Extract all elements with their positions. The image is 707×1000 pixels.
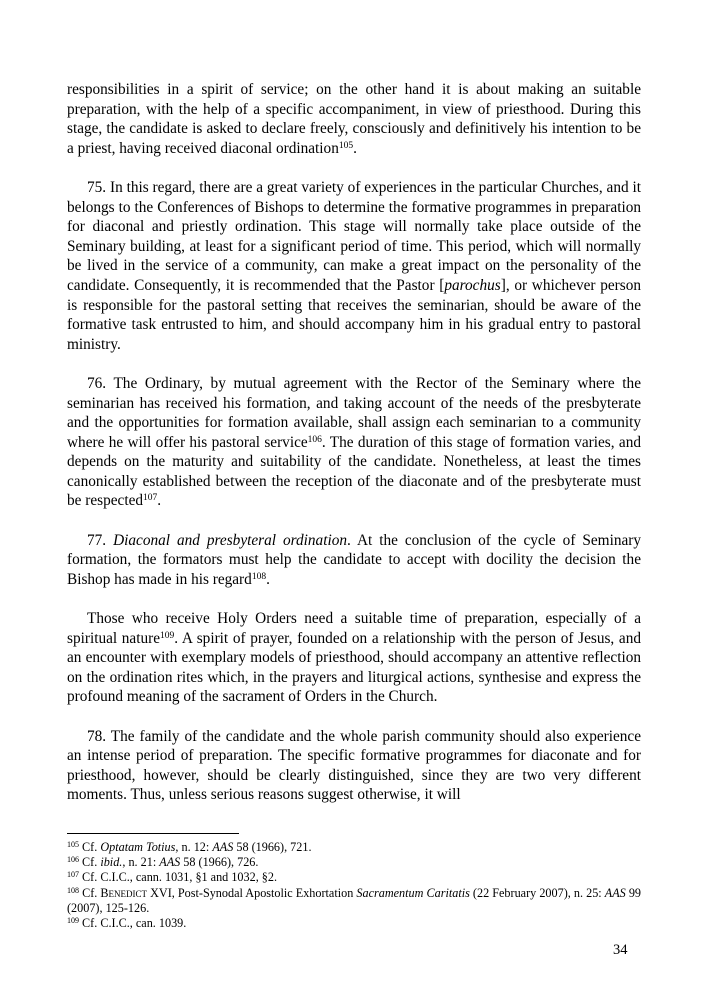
footnote-italic: AAS [159, 855, 181, 870]
footnote-italic: AAS [212, 840, 234, 854]
paragraph-text: responsibilities in a spirit of service; on the other hand it is about making an suitable preparation, with the help of a specific accompaniment, in view of priesthood. During this stage, the candidate is asked to declare freely, consciously and definitively his intention to be a priest, having received diaconal ordination [67, 81, 641, 157]
footnote-text: XVI, Post-Synodal Apostolic Exhortation [147, 885, 357, 900]
paragraph-78 [67, 727, 641, 805]
footnote-109 [67, 916, 641, 931]
paragraph-text: . [157, 492, 162, 510]
paragraph-text: ], or whichever person is responsible for the pastoral setting that receives the seminarian, should be aware of the formative task entrusted to him, and should accompany him in his gradual entry to pastoral ministry. [67, 276, 641, 353]
footnote-number: 107 [67, 870, 79, 880]
footnote-ref-106[interactable]: 106 [307, 434, 322, 445]
page-body [67, 80, 641, 825]
footnote-text: 58 (1966), 721. [233, 840, 312, 854]
paragraph-text: 77. [87, 531, 114, 549]
paragraph-text: 78. The family of the candidate and the whole parish community should also experience an intense period of preparation. The specific formative programmes for diaconate and for priesthood, however, should be clearly distinguished, since they are two very different moments. Thus, unless serious reasons suggest otherwise, it will [67, 727, 641, 804]
italic-term: parochus [444, 276, 501, 294]
paragraph-76 [67, 374, 641, 511]
footnote-107 [67, 870, 641, 885]
paragraph-75 [67, 178, 641, 354]
paragraph-77 [67, 531, 641, 590]
footnote-text: Cf. C.I.C., cann. 1031, §1 and 1032, §2. [79, 870, 278, 885]
paragraph-text: . The duration of this stage of formation varies, and depends on the maturity and suitability of the candidate. Nonetheless, at least the times canonically established between the reception of the diaconate and of the presbyterate must be respected [67, 433, 641, 510]
paragraph-text: . A spirit of prayer, founded on a relationship with the person of Jesus, and an encounter with exemplary models of priesthood, should accompany an attentive reflection on the ordination rites which, in the prayers and liturgical actions, synthesise and express the profound meaning of the sacrament of Orders in the Church. [67, 629, 641, 706]
footnote-text: 99 (2007), 125-126. [67, 885, 641, 915]
footnote-number: 109 [67, 916, 79, 926]
footnote-106 [67, 855, 641, 870]
paragraph-text: 75. In this regard, there are a great variety of experiences in the particular Churches, and it belongs to the Conferences of Bishops to determine the formative programmes in preparation for diaconal and priestly ordination. This stage will normally take place outside of the Seminary building, at least for a significant period of time. This period, which will normally be lived in the service of a community, can make a great impact on the personality of the candidate. Consequently, it is recommended that the Pastor [ [67, 178, 641, 294]
footnote-105 [67, 840, 641, 855]
footnote-text: Cf. [79, 855, 101, 870]
paragraph-text: 76. The Ordinary, by mutual agreement with the Rector of the Seminary where the seminarian has received his formation, and taking account of the needs of the presbyterate and the opportunities for formation available, shall assign each seminarian to a community where he will offer his pastoral service [67, 374, 641, 451]
footnote-number: 108 [67, 885, 79, 895]
footnote-ref-108[interactable]: 108 [251, 571, 267, 582]
footnote-text: 58 (1966), 726. [180, 855, 259, 870]
footnote-108 [67, 886, 641, 916]
paragraph-holy-orders [67, 609, 641, 707]
author-name: Benedict [100, 885, 148, 900]
footnote-text: (22 February 2007), n. 25: [469, 885, 605, 900]
paragraph-text: . [266, 570, 270, 588]
footnote-number: 105 [67, 840, 79, 849]
footnote-ref-107[interactable]: 107 [143, 493, 158, 504]
footnote-italic: ibid. [100, 855, 123, 870]
footnote-divider [67, 833, 239, 834]
section-heading-italic: Diaconal and presbyteral ordination [113, 531, 347, 549]
footnote-number: 106 [67, 855, 79, 865]
paragraph-continuation [67, 80, 641, 158]
footnote-text: Cf. C.I.C., can. 1039. [79, 916, 187, 931]
footnote-italic: Sacramentum Caritatis [356, 885, 470, 900]
footnotes [67, 840, 641, 931]
footnote-text: Cf. [79, 885, 101, 900]
page-number: 34 [613, 942, 628, 958]
footnote-ref-109[interactable]: 109 [160, 630, 175, 641]
footnote-italic: Optatam Totius [100, 840, 176, 854]
footnote-ref-105[interactable]: 105 [338, 140, 354, 151]
paragraph-text: . [353, 139, 357, 157]
footnote-text: , n. 12: [175, 840, 213, 854]
paragraph-text: Those who receive Holy Orders need a suitable time of preparation, especially of a spiritual nature [67, 610, 641, 647]
footnote-text: , n. 21: [122, 855, 160, 870]
paragraph-text: . At the conclusion of the cycle of Seminary formation, the formators must help the candidate to accept with docility the decision the Bishop has made in his regard [67, 531, 642, 588]
footnote-text: Cf. [79, 840, 101, 854]
footnote-italic: AAS [604, 885, 626, 900]
